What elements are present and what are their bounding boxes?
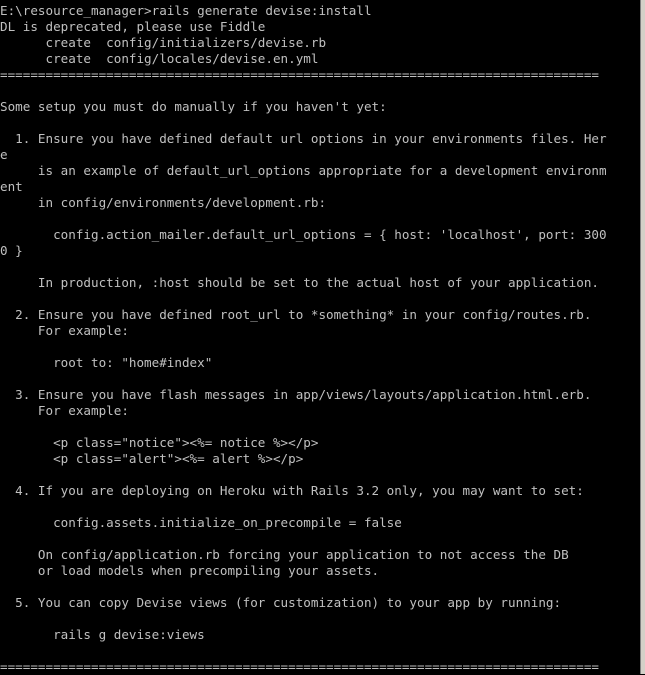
console-line: create config/locales/devise.en.yml	[0, 51, 319, 66]
console-line	[0, 531, 640, 547]
separator-line: ===============================================================================	[0, 67, 599, 82]
console-line: 0 }	[0, 243, 23, 258]
console-line	[0, 291, 640, 307]
console-line: rails g devise:views	[0, 627, 205, 642]
console-line	[0, 419, 640, 435]
console-line	[0, 467, 640, 483]
console-line: 4. If you are deploying on Heroku with Rails 3.2 only, you may want to set:	[0, 483, 584, 498]
console-line	[0, 499, 640, 515]
console-line: For example:	[0, 323, 129, 338]
separator-line: ===============================================================================	[0, 659, 599, 674]
console-line: config.action_mailer.default_url_options = { host: 'localhost', port: 300	[0, 227, 607, 242]
console-line: is an example of default_url_options appropriate for a development environm	[0, 163, 607, 178]
console-line	[0, 643, 640, 659]
console-line: On config/application.rb forcing your application to not access the DB	[0, 547, 569, 562]
console-line: create config/initializers/devise.rb	[0, 35, 327, 50]
console-line: <p class="notice"><%= notice %></p>	[0, 435, 319, 450]
console-line: 5. You can copy Devise views (for customization) to your app by running:	[0, 595, 562, 610]
console-line: ent	[0, 179, 23, 194]
console-line: Some setup you must do manually if you haven't yet:	[0, 99, 387, 114]
console-line	[0, 611, 640, 627]
window-frame-edge	[640, 0, 645, 674]
console-line	[0, 579, 640, 595]
console-line: For example:	[0, 403, 129, 418]
console-line: DL is deprecated, please use Fiddle	[0, 19, 266, 34]
console-line: config.assets.initialize_on_precompile = false	[0, 515, 402, 530]
console-line: <p class="alert"><%= alert %></p>	[0, 451, 304, 466]
console-line	[0, 339, 640, 355]
console-line: In production, :host should be set to the actual host of your application.	[0, 275, 599, 290]
console-line: 3. Ensure you have flash messages in app/views/layouts/application.html.erb.	[0, 387, 592, 402]
console-line: 2. Ensure you have defined root_url to *something* in your config/routes.rb.	[0, 307, 592, 322]
console-line: or load models when precompiling your assets.	[0, 563, 380, 578]
console-line: e	[0, 147, 8, 162]
console-line	[0, 115, 640, 131]
console-line	[0, 259, 640, 275]
console-line: in config/environments/development.rb:	[0, 195, 327, 210]
console-line	[0, 83, 640, 99]
console-line	[0, 371, 640, 387]
console-line: E:\resource_manager>rails generate devise:install	[0, 3, 372, 18]
console-line: 1. Ensure you have defined default url options in your environments files. Her	[0, 131, 607, 146]
console-line	[0, 211, 640, 227]
console-line: root to: "home#index"	[0, 355, 213, 370]
